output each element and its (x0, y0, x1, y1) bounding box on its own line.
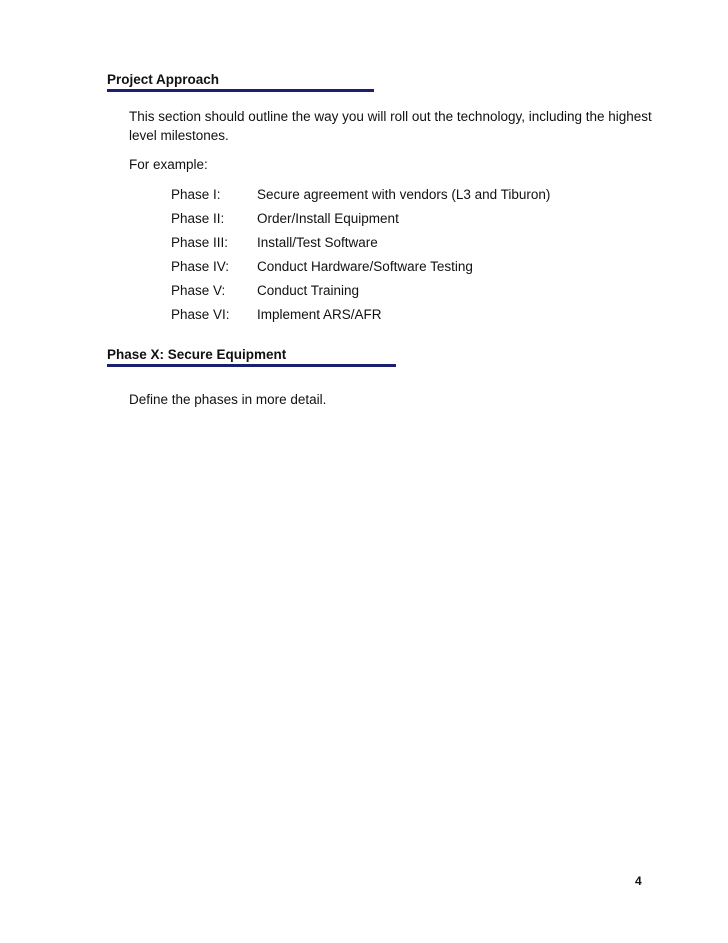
page-number: 4 (635, 874, 642, 888)
phase-label: Phase III: (171, 235, 229, 250)
example-label: For example: (129, 157, 208, 172)
phase-label: Phase V: (171, 283, 226, 298)
phase-label: Phase I: (171, 187, 221, 202)
phase-label: Phase VI: (171, 307, 230, 322)
intro-paragraph: This section should outline the way you will roll out the technology, including the highest level milestones. (129, 109, 652, 143)
section-heading-project-approach: Project Approach (107, 72, 220, 87)
section-heading-phase-x: Phase X: Secure Equipment (107, 347, 287, 362)
phase-description: Install/Test Software (257, 235, 378, 250)
phase-label: Phase II: (171, 211, 225, 226)
phase-description: Implement ARS/AFR (257, 307, 382, 322)
phase-description: Secure agreement with vendors (L3 and Tiburon) (257, 187, 551, 202)
phase-x-body: Define the phases in more detail. (129, 392, 327, 407)
phase-description: Order/Install Equipment (257, 211, 399, 226)
phase-description: Conduct Hardware/Software Testing (257, 259, 473, 274)
phase-label: Phase IV: (171, 259, 230, 274)
phase-description: Conduct Training (257, 283, 360, 298)
heading-underline-rule (107, 364, 396, 367)
heading-underline-rule (107, 89, 374, 92)
